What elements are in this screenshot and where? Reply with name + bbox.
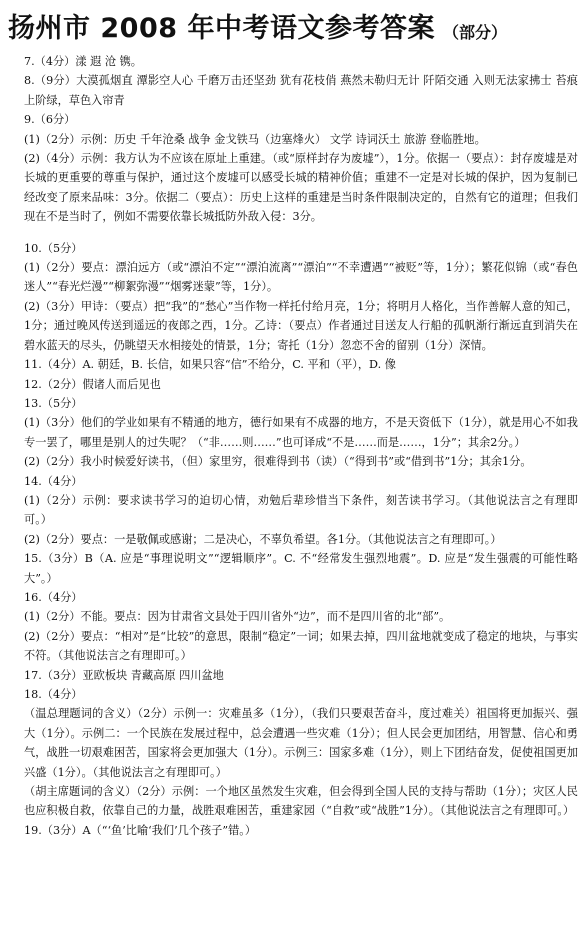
answer-line: 10.（5分） [24, 241, 83, 255]
answer-line: (2)（2分）要点：“相对”是“比较”的意思，限制“稳定”一词；如果去掉，四川盆地就变成了稳定的地块，与事实不符。（其他说法言之有理即可。） [24, 629, 578, 663]
answer-line: 11.（4分）A. 朝廷，B. 长信，如果只容“信”不给分，C. 平和（平），D. 像 [24, 358, 396, 372]
answer-line: 8.（9分）大漠孤烟直 潭影空人心 千磨万击还坚劲 犹有花枝俏 燕然未勒归无计 阡陌交通 入则无法家拂士 苔痕上阶绿，草色入帘青 [24, 74, 578, 107]
answer-line: (2)（3分）甲诗：（要点）把“我”的“愁心”当作物一样托付给月亮，1分；将明月人格化，当作善解人意的知己，1分；通过晚风传送到遥远的夜郎之西，1分。乙诗：（要点）作者通过目送友人行船的孤帆渐行渐远直到消失在碧水蓝天的尽头，仍眺望天水相接处的情景，1分；寄托（1分）忽恋不舍的留别（1分）深情。 [24, 299, 578, 352]
answer-line: (1)（2分）不能。要点：因为甘肃省文县处于四川省外“边”，而不是四川省的北“部”。 [24, 610, 451, 624]
answer-line: 13.（5分） [24, 396, 83, 410]
answer-line: 12.（2分）假诸人而后见也 [24, 377, 161, 391]
answer-line: (1)（2分）示例：历史 千年沧桑 战争 金戈铁马（边塞烽火） 文学 诗词沃土 旅游 登临胜地。 [24, 132, 486, 146]
page-subtitle: （部分） [442, 23, 507, 42]
answer-line: (1)（2分）要点：漂泊远方（或“漂泊不定”“漂泊流离”“漂泊”“不幸遭遇”“被贬”等，1分）；繁花似锦（或“春色迷人”“春光烂漫”“柳絮弥漫”“烟雾迷蒙”等，1分）。 [24, 261, 578, 294]
answer-line: (2)（2分）我小时候爱好读书，（但）家里穷，很难得到书（读）（“得到书”或“借到书”1分；其余1分。 [24, 455, 532, 469]
answer-line: (1)（2分）示例：要求读书学习的迫切心情，劝勉后辈珍惜当下条件，刻苦读书学习。（其他说法言之有理即可。） [24, 493, 578, 527]
answer-line: 17.（3分）亚欧板块 青藏高原 四川盆地 [24, 668, 224, 682]
answer-line: 19.（3分）A（“‘鱼’比喻‘我们’几个孩子”错。） [24, 823, 257, 837]
answer-line: (1)（3分）他们的学业如果有不精通的地方，德行如果有不成器的地方，不是天资低下（1分），就是用心不如我专一罢了，哪里是别人的过失呢？（“非……则……”也可译成“不是……而是……，1分”；其余2分。） [24, 416, 578, 449]
answer-line: 15.（3分）B（A. 应是“事理说明文”“逻辑顺序”。C. 不“经常发生强烈地震”。D. 应是“发生强震的可能性略大”。） [24, 552, 578, 585]
answer-line: 7.（4分）漾 遐 沧 镌。 [24, 55, 142, 68]
answer-line: (2)（2分）要点：一是敬佩或感谢；二是决心，不辜负希望。各1分。（其他说法言之有理即可。） [24, 532, 502, 546]
answer-line: （胡主席题词的含义）（2分）示例：一个地区虽然发生灾难，但会得到全国人民的支持与帮助（1分）；灾区人民也应积极自救，依靠自己的力量，战胜艰难困苦，重建家园（“自救”或“战胜”1分）。（其他说法言之有理即可。） [24, 785, 578, 818]
answer-line: (2)（4分）示例：我方认为不应该在原址上重建。（或“原样封存为废墟”），1分。依据一（要点）：封存废墟是对长城的更重要的尊重与保护，通过这个废墟可以感受长城的精神价值；重建不一定是对长城的保护，因为复制已经改变了原来品味：3分。依据二（要点）：历史上这样的重建是当时条件限制决定的，自然有它的道理；但我们现在不是当时了，例如不需要依靠长城抵防外敌入侵：3分。 [24, 152, 578, 224]
answer-line: 16.（4分） [24, 590, 83, 604]
answer-line: 18.（4分） [24, 688, 83, 701]
answer-line: 9.（6分） [24, 113, 76, 127]
spacer [8, 227, 578, 239]
answer-line: （温总理题词的含义）（2分）示例一：灾难虽多（1分），（我们只要艰苦奋斗，度过难关）祖国将更加振兴、强大（1分）。示例二：一个民族在发展过程中，总会遭遇一些灾难（1分）；但人民会更加团结，用智慧、信心和勇气，战胜一切艰难困苦，国家将会更加强大（1分）。示例三：国家多难（1分），则上下团结奋发，促使祖国更加兴盛（1分）。（其他说法言之有理即可。） [24, 707, 578, 779]
header [8, 6, 578, 46]
answer-body [8, 52, 578, 840]
page-title: 扬州市 2008 年中考语文参考答案 [8, 13, 435, 44]
answer-line: 14.（4分） [24, 474, 83, 488]
